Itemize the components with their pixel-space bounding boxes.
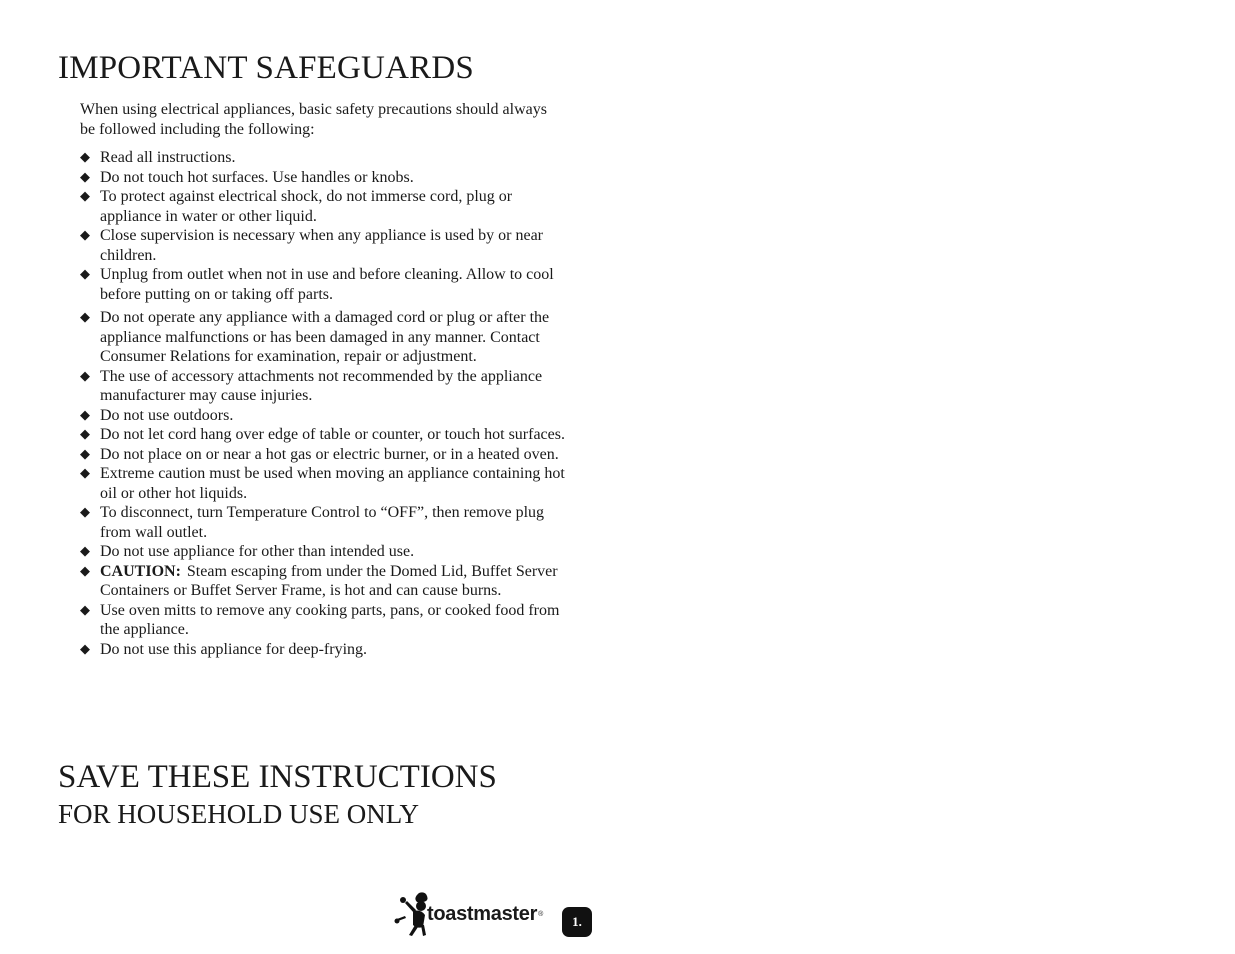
diamond-bullet-icon: ◆: [80, 563, 90, 579]
list-item: ◆ Use oven mitts to remove any cooking parts, pans, or cooked food from the appliance.: [80, 601, 560, 638]
caution-label: CAUTION:: [100, 562, 181, 580]
list-item: ◆ Do not place on or near a hot gas or electric burner, or in a heated oven.: [80, 445, 559, 463]
list-item: ◆ Do not use appliance for other than intended use.: [80, 543, 415, 560]
safeguards-list: [80, 148, 565, 659]
diamond-bullet-icon: ◆: [80, 150, 90, 165]
brand-name: toastmaster: [427, 902, 538, 925]
page-number-badge: [562, 907, 592, 937]
diamond-bullet-icon: ◆: [80, 368, 90, 384]
registered-mark: ®: [538, 910, 544, 918]
list-item: ◆ Close supervision is necessary when any appliance is used by or near children.: [80, 227, 543, 264]
list-item: ◆ Do not use outdoors.: [80, 406, 234, 424]
page-title: IMPORTANT SAFEGUARDS: [58, 50, 474, 86]
diamond-bullet-icon: ◆: [80, 169, 90, 185]
save-instructions-heading: SAVE THESE INSTRUCTIONS: [58, 759, 497, 795]
list-item: ◆ The use of accessory attachments not recommended by the appliance manufacturer may cause injuries.: [80, 367, 543, 404]
caution-text: Steam escaping from under the Domed Lid, Buffet Server Containers or Buffet Server Frame, is hot and can cause burns.: [100, 562, 558, 599]
list-item: ◆ Read all instructions.: [80, 149, 236, 166]
diamond-bullet-icon: ◆: [80, 446, 90, 462]
diamond-bullet-icon: ◆: [80, 189, 90, 204]
list-item: ◆ Do not use this appliance for deep-frying.: [80, 640, 368, 658]
page-number: 1.: [572, 914, 582, 929]
diamond-bullet-icon: ◆: [80, 544, 90, 559]
brand-logo: [393, 888, 543, 940]
diamond-bullet-icon: ◆: [80, 228, 90, 243]
diamond-bullet-icon: ◆: [80, 641, 90, 657]
diamond-bullet-icon: ◆: [80, 310, 90, 325]
list-item: ◆ To disconnect, turn Temperature Control to “OFF”, then remove plug from wall outlet.: [80, 504, 545, 541]
list-item: ◆ Do not operate any appliance with a damaged cord or plug or after the appliance malfunctions or has been damaged in any manner. Contact Consumer Relations for examination, repair or adjustment.: [80, 309, 550, 365]
diamond-bullet-icon: ◆: [80, 602, 90, 618]
caution-item: [80, 562, 565, 601]
list-item: ◆ Do not touch hot surfaces. Use handles or knobs.: [80, 168, 414, 186]
list-item: ◆ Do not let cord hang over edge of table or counter, or touch hot surfaces.: [80, 426, 565, 443]
list-item: ◆ Unplug from outlet when not in use and before cleaning. Allow to cool before putting on or taking off parts.: [80, 266, 554, 303]
diamond-bullet-icon: ◆: [80, 466, 90, 481]
diamond-bullet-icon: ◆: [80, 407, 90, 423]
intro-paragraph: When using electrical appliances, basic safety precautions should always be followed including the following:: [80, 101, 547, 138]
list-item: ◆ Extreme caution must be used when moving an appliance containing hot oil or other hot liquids.: [80, 465, 565, 502]
household-use-heading: FOR HOUSEHOLD USE ONLY: [58, 799, 420, 829]
diamond-bullet-icon: ◆: [80, 427, 90, 442]
diamond-bullet-icon: ◆: [80, 505, 90, 520]
diamond-bullet-icon: ◆: [80, 267, 90, 282]
list-item: ◆ To protect against electrical shock, do not immerse cord, plug or appliance in water or other liquid.: [80, 188, 513, 225]
